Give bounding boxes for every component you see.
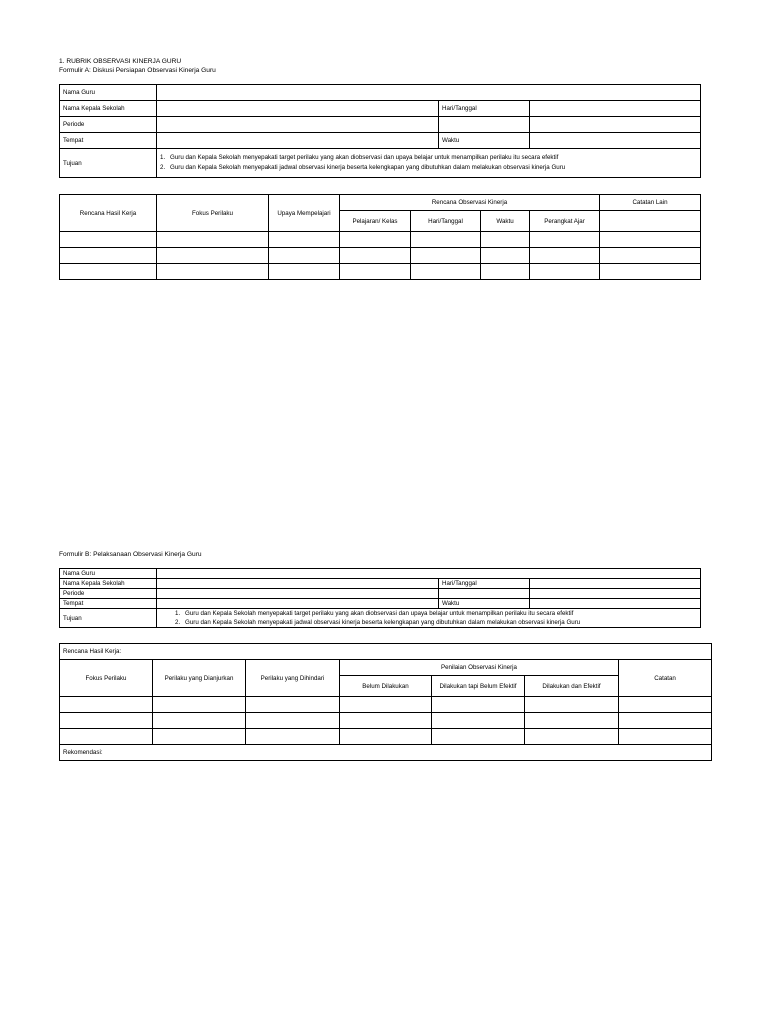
tempat-label: Tempat — [60, 599, 157, 609]
waktu-field[interactable] — [530, 133, 701, 149]
col-perilaku-dianjurkan: Perilaku yang Dianjurkan — [153, 660, 246, 697]
col-catatan: Catatan — [619, 660, 712, 697]
nama-kepala-label: Nama Kepala Sekolah — [60, 101, 157, 117]
hari-tanggal-field[interactable] — [530, 579, 701, 589]
form-a-info-table — [59, 84, 701, 178]
nama-guru-label: Nama Guru — [60, 85, 157, 101]
tujuan-label: Tujuan — [60, 149, 157, 178]
hari-tanggal-label: Hari/Tanggal — [439, 579, 530, 589]
tujuan-item: 1. Guru dan Kepala Sekolah menyepakati target perilaku yang akan diobservasi dan upaya belajar untuk menampilkan perilaku itu secara efektif — [175, 610, 574, 617]
form-a-subtitle: Formulir A: Diskusi Persiapan Observasi Kinerja Guru — [59, 67, 216, 74]
waktu-field[interactable] — [530, 599, 701, 609]
waktu-label: Waktu — [439, 133, 530, 149]
rencana-hasil-kerja-label: Rencana Hasil Kerja: — [60, 644, 712, 660]
tujuan-item: 1. Guru dan Kepala Sekolah menyepakati target perilaku yang akan diobservasi dan upaya belajar untuk menampilkan perilaku itu secara efektif — [160, 154, 559, 161]
col-fokus-perilaku: Fokus Perilaku — [157, 195, 269, 232]
nama-guru-field[interactable] — [157, 85, 701, 101]
tujuan-item: 2. Guru dan Kepala Sekolah menyepakati jadwal observasi kinerja beserta kelengkapan yang dibutuhkan dalam melakukan observasi kinerja Guru — [160, 164, 566, 171]
periode-field[interactable] — [157, 589, 439, 599]
table-row — [60, 232, 701, 248]
col-fokus-perilaku: Fokus Perilaku — [60, 660, 153, 697]
col-perilaku-dihindari: Perilaku yang Dihindari — [246, 660, 340, 697]
tempat-label: Tempat — [60, 133, 157, 149]
table-row — [60, 264, 701, 280]
col-belum-dilakukan: Belum Dilakukan — [340, 676, 432, 697]
form-b-subtitle: Formulir B: Pelaksanaan Observasi Kinerja Guru — [59, 551, 202, 558]
table-row — [60, 729, 712, 745]
col-catatan-lain: Catatan Lain — [600, 195, 701, 211]
table-row — [60, 713, 712, 729]
tujuan-label: Tujuan — [60, 609, 157, 628]
nama-kepala-label: Nama Kepala Sekolah — [60, 579, 157, 589]
table-row — [60, 697, 712, 713]
waktu-label: Waktu — [439, 599, 530, 609]
tujuan-item: 2. Guru dan Kepala Sekolah menyepakati jadwal observasi kinerja beserta kelengkapan yang dibutuhkan dalam melakukan observasi kinerja Guru — [175, 619, 581, 626]
col-rencana-hasil: Rencana Hasil Kerja — [60, 195, 157, 232]
col-penilaian-observasi: Penilaian Observasi Kinerja — [340, 660, 619, 676]
col-waktu: Waktu — [481, 211, 530, 232]
form-b-assessment-table — [59, 643, 712, 761]
periode-label: Periode — [60, 117, 157, 133]
tempat-field[interactable] — [157, 599, 439, 609]
col-perangkat-ajar: Perangkat Ajar — [530, 211, 600, 232]
periode-field[interactable] — [157, 117, 439, 133]
nama-kepala-field[interactable] — [157, 101, 439, 117]
col-efektif: Dilakukan dan Efektif — [525, 676, 619, 697]
form-a-plan-table — [59, 194, 701, 280]
rekomendasi-label: Rekomendasi: — [60, 745, 712, 761]
periode-label: Periode — [60, 589, 157, 599]
col-hari-tanggal: Hari/Tanggal — [411, 211, 481, 232]
col-rencana-observasi: Rencana Observasi Kinerja — [340, 195, 600, 211]
hari-tanggal-field[interactable] — [530, 101, 701, 117]
hari-tanggal-label: Hari/Tanggal — [439, 101, 530, 117]
nama-guru-field[interactable] — [157, 569, 701, 579]
tujuan-list — [157, 149, 701, 178]
tempat-field[interactable] — [157, 133, 439, 149]
page-title: 1. RUBRIK OBSERVASI KINERJA GURU — [59, 58, 182, 65]
nama-kepala-field[interactable] — [157, 579, 439, 589]
col-belum-efektif: Dilakukan tapi Belum Efektif — [432, 676, 525, 697]
tujuan-list — [157, 609, 701, 628]
col-pelajaran-kelas: Pelajaran/ Kelas — [340, 211, 411, 232]
nama-guru-label: Nama Guru — [60, 569, 157, 579]
form-b-info-table — [59, 568, 701, 628]
col-upaya-mempelajari: Upaya Mempelajari — [269, 195, 340, 232]
table-row — [60, 248, 701, 264]
